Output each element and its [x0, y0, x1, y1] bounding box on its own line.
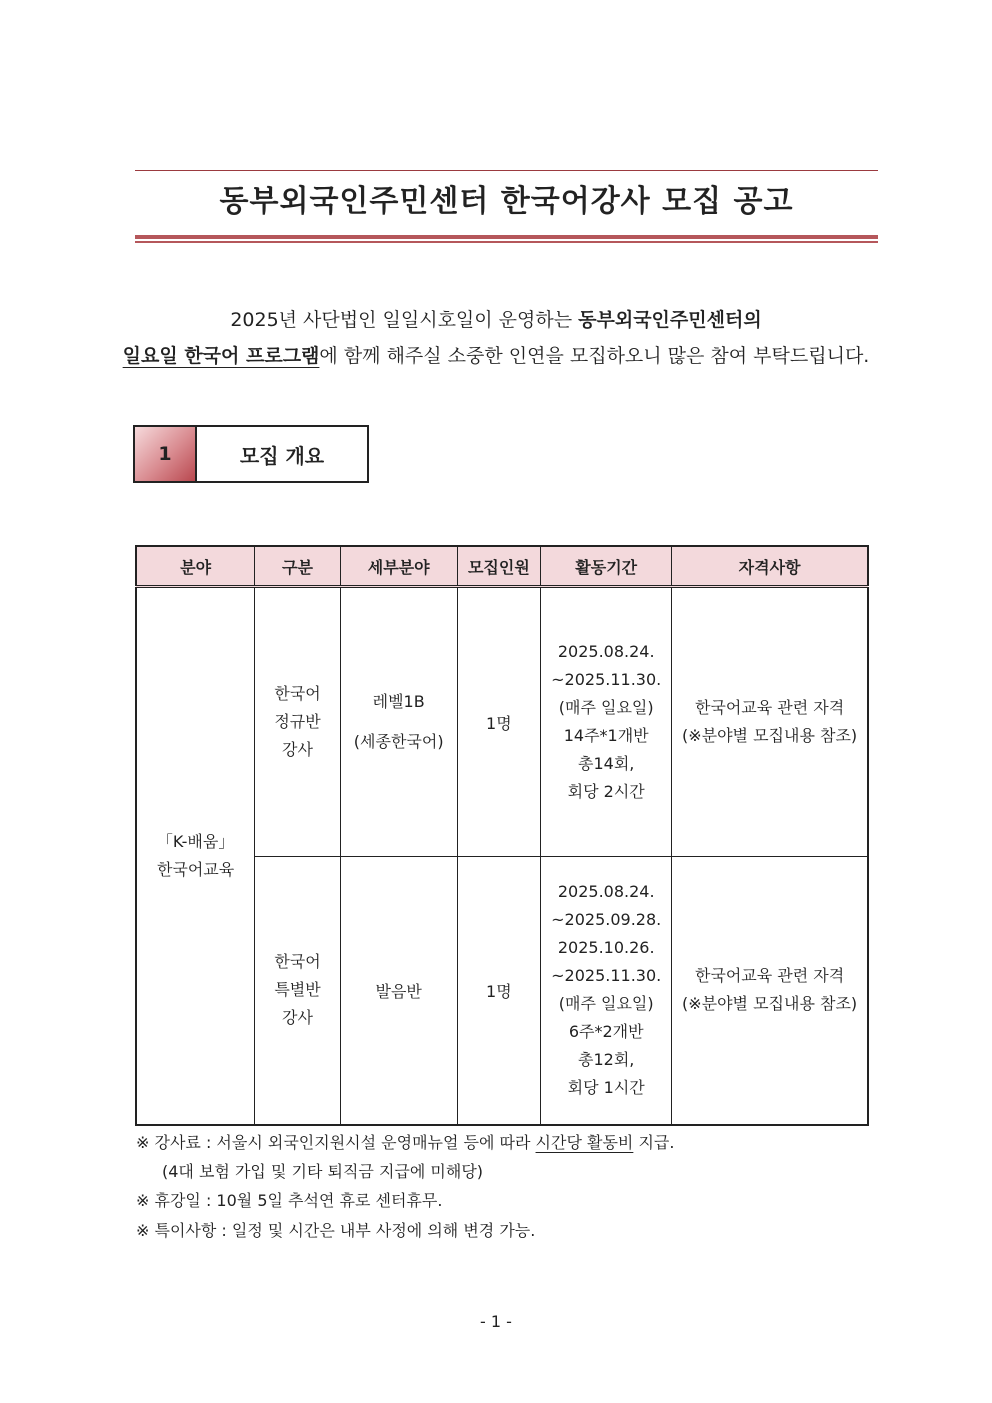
detail-line: 레벨1B	[372, 692, 425, 711]
intro-line-1-text: 2025년 사단법인 일일시호일이 운영하는	[230, 309, 579, 331]
title-bottom-rule-thin	[135, 241, 878, 243]
title-bottom-rule-thick	[135, 235, 878, 239]
section-label: 모집 개요	[239, 443, 325, 468]
page-number: - 1 -	[480, 1312, 512, 1331]
headcount-cell: 1명	[457, 857, 541, 1125]
page-title: 동부외국인주민센터 한국어강사 모집 공고	[219, 184, 794, 219]
intro-line-1-bold: 동부외국인주민센터의	[578, 309, 762, 331]
category-line: 강사	[282, 1008, 313, 1028]
qualification-line: 한국어교육 관련 자격	[694, 966, 845, 986]
category-line: 정규반	[274, 712, 321, 731]
period-line: ~2025.09.28.	[551, 910, 662, 930]
header-detail: 세부분야	[340, 546, 457, 587]
period-line: ~2025.11.30.	[551, 966, 662, 986]
note-fee-suffix: 지급.	[633, 1133, 675, 1152]
category-line: 강사	[282, 740, 313, 759]
period-line: 총14회,	[578, 754, 635, 773]
intro-line-1	[0, 305, 992, 332]
period-line: (매주 일요일)	[558, 994, 654, 1014]
note-special: ※ 특이사항 : 일정 및 시간은 내부 사정에 의해 변경 가능.	[136, 1221, 536, 1240]
category-cell	[255, 857, 341, 1125]
qualification-line: (※분야별 모집내용 참조)	[681, 994, 858, 1014]
title-block	[135, 170, 878, 243]
period-line: ~2025.11.30.	[551, 670, 662, 689]
header-category: 구분	[255, 546, 341, 587]
period-line: 회당 1시간	[567, 1078, 645, 1098]
intro-line-2-text: 에 함께 해주실 소중한 인연을 모집하오니 많은 참여 부탁드립니다.	[319, 345, 870, 367]
header-qualification: 자격사항	[672, 546, 868, 587]
qualification-cell	[672, 857, 868, 1125]
section-heading	[133, 425, 369, 483]
table-row	[136, 587, 868, 857]
intro-line-2-highlight: 일요일 한국어 프로그램	[122, 345, 320, 367]
field-line: 「K-배움」	[156, 831, 235, 851]
intro-line-2	[0, 341, 992, 368]
detail-line: 발음반	[375, 981, 422, 1001]
category-line: 한국어	[274, 684, 321, 703]
headcount-cell: 1명	[457, 587, 541, 857]
note-fee-prefix: ※ 강사료 : 서울시 외국인지원시설 운영매뉴얼 등에 따라	[136, 1133, 536, 1152]
period-line: 총12회,	[578, 1050, 635, 1070]
recruitment-table	[135, 545, 869, 1126]
note-fee-underlined: 시간당 활동비	[535, 1133, 634, 1152]
period-cell	[541, 857, 672, 1125]
period-line: 2025.08.24.	[557, 642, 655, 661]
qualification-cell	[672, 587, 868, 857]
detail-cell	[340, 857, 457, 1125]
period-line: 6주*2개반	[568, 1022, 644, 1042]
section-number: 1	[135, 427, 197, 481]
period-line: 회당 2시간	[567, 782, 645, 801]
category-line: 특별반	[274, 980, 321, 1000]
detail-cell	[340, 587, 457, 857]
header-field: 분야	[136, 546, 255, 587]
table-header-row	[136, 546, 868, 587]
period-cell	[541, 587, 672, 857]
category-cell	[255, 587, 341, 857]
period-line: 2025.10.26.	[557, 938, 655, 958]
category-line: 한국어	[274, 952, 321, 972]
qualification-line: (※분야별 모집내용 참조)	[681, 726, 858, 745]
note-fee	[136, 1130, 674, 1153]
field-cell	[136, 587, 255, 1125]
header-headcount: 모집인원	[457, 546, 541, 587]
period-line: 14주*1개반	[563, 726, 649, 745]
field-line: 한국어교육	[156, 859, 235, 879]
detail-line: (세종한국어)	[353, 732, 444, 751]
note-fee-sub: (4대 보험 가입 및 기타 퇴직금 지급에 미해당)	[162, 1162, 484, 1181]
period-line: (매주 일요일)	[558, 698, 654, 717]
note-holiday: ※ 휴강일 : 10월 5일 추석연 휴로 센터휴무.	[136, 1191, 443, 1210]
qualification-line: 한국어교육 관련 자격	[694, 698, 845, 717]
header-period: 활동기간	[541, 546, 672, 587]
period-line: 2025.08.24.	[557, 882, 655, 902]
